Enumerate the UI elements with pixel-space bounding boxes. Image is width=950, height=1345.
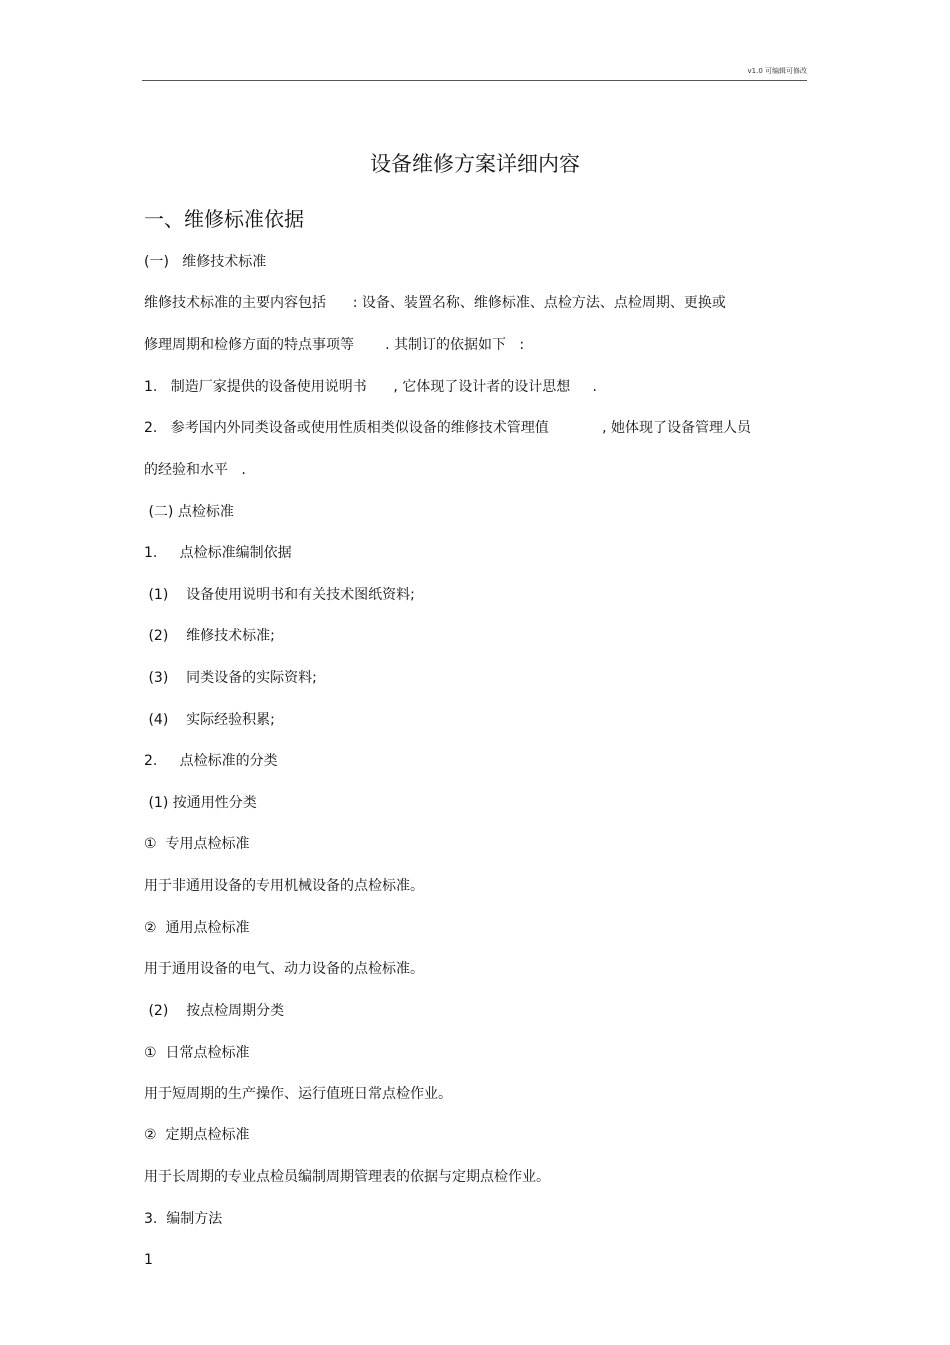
- header-divider: [142, 80, 807, 81]
- document-title: 设备维修方案详细内容: [370, 152, 580, 176]
- list-item: (1) 设备使用说明书和有关技术图纸资料;: [144, 587, 415, 603]
- header-version-note: v1.0 可编辑可修改: [747, 67, 807, 75]
- list-item: ② 通用点检标准: [144, 920, 250, 936]
- subsection-heading: (二) 点检标准: [144, 504, 234, 520]
- page-number: 1: [144, 1252, 153, 1268]
- list-item: ① 日常点检标准: [144, 1045, 250, 1061]
- paragraph-line: 用于非通用设备的专用机械设备的点检标准。: [144, 878, 424, 894]
- list-item: 1. 制造厂家提供的设备使用说明书 , 它体现了设计者的设计思想 .: [144, 379, 598, 395]
- list-item: 2. 点检标准的分类: [144, 753, 278, 769]
- paragraph-line: 用于短周期的生产操作、运行值班日常点检作业。: [144, 1086, 452, 1102]
- paragraph-line: 的经验和水平 .: [144, 462, 246, 478]
- paragraph-line: 用于通用设备的电气、动力设备的点检标准。: [144, 961, 424, 977]
- list-item: (3) 同类设备的实际资料;: [144, 670, 317, 686]
- subsection-heading: (一) 维修技术标准: [144, 254, 267, 270]
- list-item: (4) 实际经验积累;: [144, 712, 275, 728]
- list-item: (2) 维修技术标准;: [144, 628, 275, 644]
- list-item: 2. 参考国内外同类设备或使用性质相类似设备的维修技术管理值 , 她体现了设备管理人员: [144, 420, 752, 436]
- section-heading: 一、维修标准依据: [144, 207, 304, 231]
- list-item: 1. 点检标准编制依据: [144, 545, 292, 561]
- paragraph-line: 用于长周期的专业点检员编制周期管理表的依据与定期点检作业。: [144, 1169, 550, 1185]
- list-item: (1) 按通用性分类: [144, 795, 257, 811]
- list-item: (2) 按点检周期分类: [144, 1003, 285, 1019]
- list-item: 3. 编制方法: [144, 1211, 223, 1227]
- paragraph-line: 维修技术标准的主要内容包括 : 设备、装置名称、维修标准、点检方法、点检周期、更换或: [144, 295, 726, 311]
- list-item: ② 定期点检标准: [144, 1127, 250, 1143]
- paragraph-line: 修理周期和检修方面的特点事项等 . 其制订的依据如下 :: [144, 337, 525, 353]
- list-item: ① 专用点检标准: [144, 836, 250, 852]
